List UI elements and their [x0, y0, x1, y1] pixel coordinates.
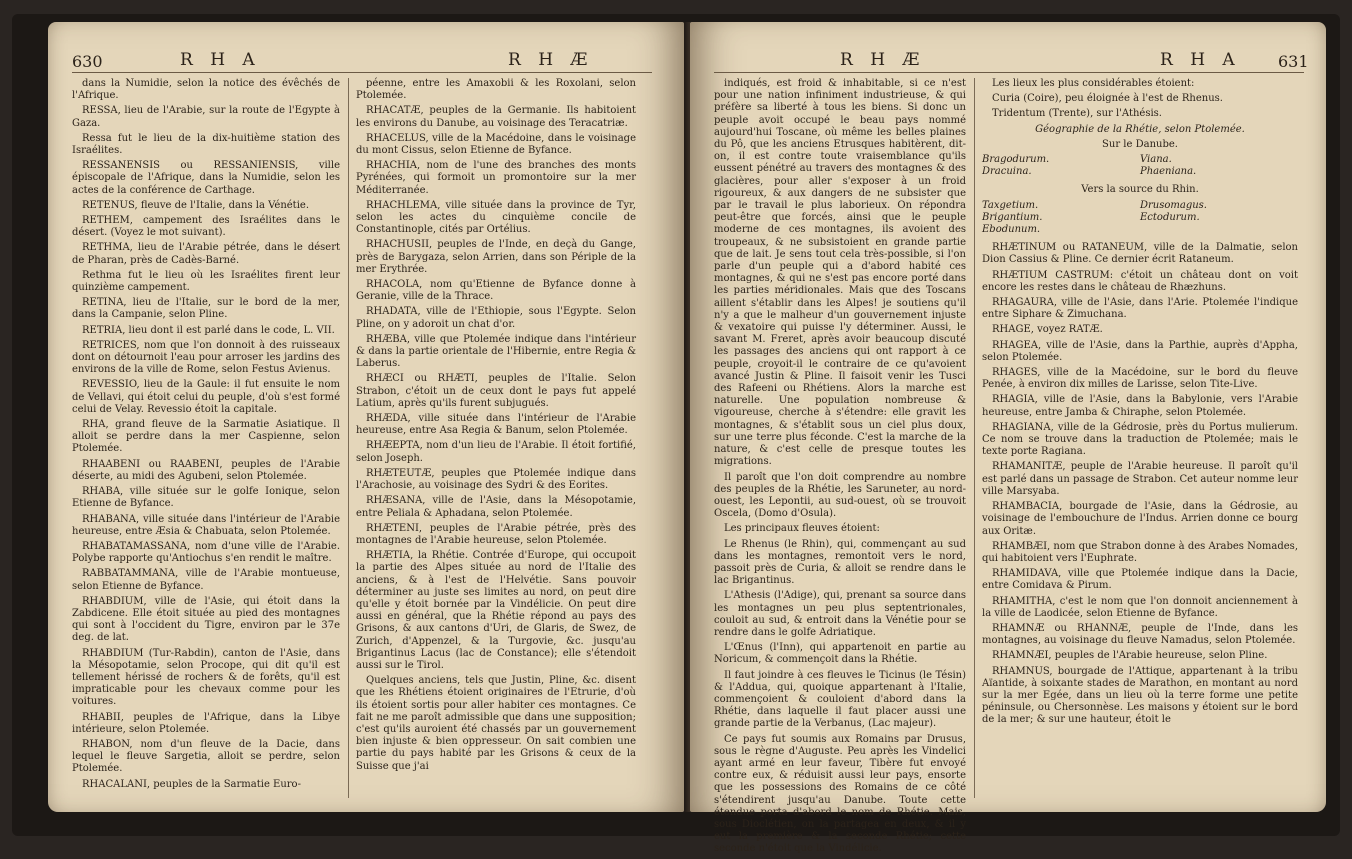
subheading: Sur le Danube.	[1102, 138, 1178, 150]
paragraph: RHACALANI, peuples de la Sarmatie Euro-	[82, 778, 301, 790]
paragraph: RETRICES, nom que l'on donnoit à des ruisseaux dont on détournoit l'eau pour arroser les jardins des environs de la ville de Rome, selon Festus Avienus.	[72, 339, 340, 376]
column-divider	[974, 78, 975, 798]
text-column-2	[982, 78, 1298, 730]
running-head-left: R H Æ	[840, 50, 926, 70]
paragraph: RHÆDA, ville située dans l'intérieur de l'Arabie heureuse, entre Asa Regia & Banum, selon Ptolemée.	[356, 413, 636, 437]
paragraph: RHAGAURA, ville de l'Asie, dans l'Arie. Ptolemée l'indique entre Siphare & Zimuchana.	[982, 297, 1298, 321]
running-head-right: R H Æ	[508, 50, 594, 70]
paragraph: RHAMBACIA, bourgade de l'Asie, dans la Gédrosie, au voisinage de l'embouchure de l'Indus. Arrien donne ce bourg aux Oritæ.	[982, 501, 1298, 537]
paragraph: RHAMANITÆ, peuple de l'Arabie heureuse. Il paroît qu'il est parlé dans un passage de Strabon. Cet auteur nomme leur ville Marsyaba.	[982, 461, 1298, 497]
paragraph: RHACHUSII, peuples de l'Inde, en deçà du Gange, près de Barygaza, selon Arrien, dans son Périple de la mer Erythrée.	[356, 239, 636, 275]
left-page	[48, 22, 684, 812]
paragraph: RHAMITHA, c'est le nom que l'on donnoit anciennement à la ville de Laodicée, selon Etienne de Byfance.	[982, 595, 1298, 619]
paragraph: RHÆSANA, ville de l'Asie, dans la Mésopotamie, entre Peliala & Aphadana, selon Ptolemée.	[356, 495, 636, 519]
paragraph: RHAMNÆI, peuples de l'Arabie heureuse, selon Pline.	[992, 650, 1268, 662]
paragraph: RHÆTIA, la Rhétie. Contrée d'Europe, qui occupoit la partie des Alpes située au nord de l'Italie des anciens, & à l'est de l'Helvétie. Sans pouvoir déterminer au juste ses limites au nord, on peut dire qu'elle y étoit bornée par la Vindélicie. On peut dire aussi en général, que la Rhétie répond au pays des Grisons, & aux cantons d'Uri, de Glaris, de Swez, de Zurich, d'Appenzel, & la Turgovie, &c. jusqu'au Brigantinus Lacus (lac de Constance); elle s'étendoit aussi sur le Tirol.	[356, 550, 636, 671]
place-name: Bragodurum.	[982, 154, 1050, 166]
paragraph: RHÆEPTA, nom d'un lieu de l'Arabie. Il étoit fortifié, selon Joseph.	[356, 440, 636, 464]
paragraph: RHÆTENI, peuples de l'Arabie pétrée, près des montagnes de l'Arabie heureuse, selon Ptolemée.	[356, 522, 636, 546]
paragraph: RHAMIDAVA, ville que Ptolemée indique dans la Dacie, entre Comidava & Pirum.	[982, 568, 1298, 592]
paragraph: RHAGEA, ville de l'Asie, dans la Parthie, auprès d'Appha, selon Ptolemée.	[982, 339, 1298, 363]
paragraph: Le Rhenus (le Rhin), qui, commençant au sud dans les montagnes, remontoit vers le nord, passoit près de Curia, & alloit se rendre dans le lac Brigantinus.	[714, 538, 966, 587]
place-name: Viana.	[1140, 154, 1172, 166]
paragraph: RHABON, nom d'un fleuve de la Dacie, dans lequel le fleuve Sargetia, alloit se perdre, selon Ptolemée.	[72, 738, 340, 775]
paragraph: RHÆTIUM CASTRUM: c'étoit un château dont on voit encore les restes dans le château de Rhæzhuns.	[982, 269, 1298, 293]
paragraph: L'Athesis (l'Adige), qui, prenant sa source dans les montagnes un peu plus septentrionales, couloit au sud, & entroit dans la Vénétie pour se rendre dans le golfe Adriatique.	[714, 590, 966, 638]
paragraph: L'Œnus (l'Inn), qui appartenoit en partie au Noricum, & commençoit dans la Rhétie.	[714, 642, 966, 666]
paragraph: Tridentum (Trente), sur l'Athésis.	[992, 108, 1162, 120]
paragraph: Ce pays fut soumis aux Romains par Drusus, sous le règne d'Auguste. Peu après les Vindelici ayant armé en leur faveur, Tibère fut envoyé contre eux, & réduisit aussi leur pays, ensorte que les possessions des Romains de ce côté s'étendirent jusqu'au Danube. Toute cette étendue porta d'abord le nom de Rhétie. Mais, sous Dioclétien, on la partagea en deux, & il y eut la première & la seconde Rhétie; cette seconde n'étoit que la Vindélicie.	[714, 733, 966, 855]
paragraph: RHAMBÆI, nom que Strabon donne à des Arabes Nomades, qui habitoient vers l'Euphrate.	[982, 540, 1298, 564]
place-name: Brigantium.	[982, 211, 1043, 223]
page-number: 631	[1278, 52, 1309, 71]
running-head-right: R H A	[1160, 50, 1241, 70]
paragraph: RETHEM, campement des Israélites dans le désert. (Voyez le mot suivant).	[72, 215, 340, 239]
paragraph: Il paroît que l'on doit comprendre au nombre des peuples de la Rhétie, les Saruneter, au nord-ouest, les Lepontii, au sud-ouest, où se trouvoit Oscela, (Domo d'Osula).	[714, 471, 966, 520]
paragraph: RHA, grand fleuve de la Sarmatie Asiatique. Il alloit se perdre dans la mer Caspienne, selon Ptolemée.	[72, 419, 340, 455]
paragraph: RHAMNÆ ou RHANNÆ, peuple de l'Inde, dans les montagnes, au voisinage du fleuve Namadus, selon Ptolemée.	[982, 622, 1298, 647]
paragraph: REVESSIO, lieu de la Gaule: il fut ensuite le nom de Vellavi, qui étoit celui du peuple, d'où s'est formé celui de Velay. Revessio étoit la capitale.	[72, 379, 340, 415]
column-divider	[348, 78, 349, 798]
paragraph: RHAGIA, ville de l'Asie, dans la Babylonie, vers l'Arabie heureuse, entre Jamba & Chiraphe, selon Ptolemée.	[982, 394, 1298, 418]
running-head-left: R H A	[180, 50, 261, 70]
paragraph: RHABDIUM (Tur-Rabdin), canton de l'Asie, dans la Mésopotamie, selon Procope, qui dit qu'il est tellement hérissé de rochers & de forêts, qu'il est impraticable pour les chevaux comme pour les voitures.	[72, 647, 340, 708]
right-page	[690, 22, 1326, 855]
header-rule	[72, 72, 652, 73]
header-rule	[714, 72, 1304, 73]
paragraph: RHACELUS, ville de la Macédoine, dans le voisinage du mont Cissus, selon Etienne de Byfance.	[356, 132, 636, 157]
paragraph: Curia (Coire), peu éloignée à l'est de Rhenus.	[992, 93, 1223, 105]
section-heading: Géographie de la Rhétie, selon Ptolemée.	[1035, 123, 1245, 135]
place-name: Phaeniana.	[1140, 166, 1197, 178]
paragraph: RHÆBA, ville que Ptolemée indique dans l'intérieur & dans la partie orientale de l'Hibernie, entre Regia & Laberus.	[356, 333, 636, 370]
paragraph: RHABANA, ville située dans l'intérieur de l'Arabie heureuse, entre Æsia & Chabuata, selon Ptolemée.	[72, 513, 340, 537]
paragraph: RETENUS, fleuve de l'Italie, dans la Vénétie.	[82, 199, 309, 211]
place-name: Drusomagus.	[1140, 199, 1207, 211]
paragraph: RHABATAMASSANA, nom d'une ville de l'Arabie. Polybe rapporte qu'Antiochus s'en rendit le maître.	[72, 540, 340, 565]
paragraph: RHABDIUM, ville de l'Asie, qui étoit dans la Zabdicene. Elle étoit située au pied des montagnes qui sont à l'occident du Tigre, environ par le 37e deg. de lat.	[72, 595, 340, 644]
paragraph: RETINA, lieu de l'Italie, sur le bord de la mer, dans la Campanie, selon Pline.	[72, 297, 340, 321]
paragraph: péenne, entre les Amaxobii & les Roxolani, selon Ptolemée.	[356, 78, 636, 102]
text-column-1	[72, 78, 340, 794]
paragraph: RHABA, ville située sur le golfe Ionique, selon Etienne de Byfance.	[72, 486, 340, 510]
place-name: Ebodunum.	[982, 224, 1041, 236]
place-name: Dracuina.	[982, 166, 1032, 178]
paragraph: RESSANENSIS ou RESSANIENSIS, ville épiscopale de l'Afrique, dans la Numidie, selon les actes de la conférence de Carthage.	[72, 160, 340, 196]
paragraph: RHAABENI ou RAABENI, peuples de l'Arabie déserte, au midi des Agubeni, selon Ptolemée.	[72, 458, 340, 482]
place-name: Taxgetium.	[982, 199, 1039, 211]
paragraph: Quelques anciens, tels que Justin, Pline, &c. disent que les Rhétiens étoient originaires de l'Etrurie, d'où ils étoient sortis pour aller habiter ces montagnes. Ce fait ne me paroît admissible que dans une supposition; c'est qu'ils auroient été chassés par un gouvernement bien injuste & bien oppresseur. On sait combien une partie du pays habité par les Grisons & ceux de la Suisse que j'ai	[356, 675, 636, 772]
paragraph: Ressa fut le lieu de la dix-huitième station des Israélites.	[72, 132, 340, 157]
place-list	[982, 154, 1298, 178]
paragraph: RETRIA, lieu dont il est parlé dans le code, L. VII.	[82, 324, 335, 336]
subheading: Vers la source du Rhin.	[1081, 184, 1199, 196]
paragraph: RHAMNUS, bourgade de l'Attique, appartenant à la tribu Aïantide, à soixante stades de Marathon, en montant au nord sur la mer Egée, dans un lieu où la terre forme une petite péninsule, ou Chersonnèse. Les maisons y étoient sur le bord de la mer; & sur une hauteur, étoit le	[982, 665, 1298, 726]
text-column-1	[714, 78, 966, 859]
paragraph: RHAGIANA, ville de la Gédrosie, près du Portus mulierum. Ce nom se trouve dans la traduction de Ptolemée; mais le texte porte Ragiana.	[982, 421, 1298, 458]
paragraph: indiqués, est froid & inhabitable, si ce n'est pour une nation infiniment industrieuse, & qui préfère sa liberté à tous les biens. Si donc un peuple avoit occupé le beau pays nommé aujourd'hui Toscane, où même les belles plaines du Pô, que les anciens Etrusques habitèrent, dit-on, il est contre toute vraisemblance qu'ils eussent pénétré au travers des montagnes & des glacières, pour aller s'exposer à un froid rigoureux, & aux dangers de ne subsister que par le travail le plus laborieux. On répondra peut-être que forcés, ainsi que le peuple moderne de ces montagnes, ils avoient des troupeaux, & ne subsistoient en grande partie que de lait. Je sens tout cela très-possible, si l'on parle d'un peuple qui a d'abord habité ces montagnes, & qui ne s'est pas encore porté dans les parties méridionales. Mais que des Toscans aillent s'établir dans les Alpes! je soutiens qu'il n'y a que le malheur d'un gouvernement injuste & vexatoire qui puisse l'y déterminer. Aussi, le savant M. Freret, après avoir beaucoup discuté les passages des anciens qui ont rapport à ce peuple, croyoit-il le contraire de ce qu'avoient avancé Justin & Pline. Il faisoit venir les Tusci des Rafeeni ou Rhétiens. Alors la marche est naturelle. Une population nombreuse & vigoureuse, cherche à s'étendre: elle gravit les montagnes, & s'établit sous un ciel plus doux, sur une terre plus féconde. C'est la marche de la nature, & c'est celle de presque toutes les migrations.	[714, 78, 966, 468]
paragraph: RHÆTEUTÆ, peuples que Ptolemée indique dans l'Arachosie, au voisinage des Sydri & des Eorites.	[356, 467, 636, 492]
paragraph: Il faut joindre à ces fleuves le Ticinus (le Tésin) & l'Addua, qui, quoique appartenant à l'Italie, commençoient & couloient d'abord dans la Rhétie, dans laquelle il faut placer aussi une grande partie de la Verbanus, (Lac majeur).	[714, 669, 966, 730]
paragraph: RHAGE, voyez RATÆ.	[992, 324, 1103, 336]
paragraph: Les principaux fleuves étoient:	[724, 523, 880, 535]
paragraph: RHABII, peuples de l'Afrique, dans la Libye intérieure, selon Ptolemée.	[72, 711, 340, 735]
paragraph: RHADATA, ville de l'Ethiopie, sous l'Egypte. Selon Pline, on y adoroit un chat d'or.	[356, 306, 636, 330]
paragraph: RHAGES, ville de la Macédoine, sur le bord du fleuve Penée, à environ dix milles de Larisse, selon Tite-Live.	[982, 367, 1298, 391]
paragraph: RHACHLEMA, ville située dans la province de Tyr, selon les actes du cinquième concile de Constantinople, cités par Ortélius.	[356, 199, 636, 236]
paragraph: RESSA, lieu de l'Arabie, sur la route de l'Egypte à Gaza.	[72, 105, 340, 129]
paragraph: RABBATAMMANA, ville de l'Arabie montueuse, selon Etienne de Byfance.	[72, 568, 340, 592]
place-name: Ectodurum.	[1140, 211, 1200, 223]
paragraph: RHACHIA, nom de l'une des branches des monts Pyrénées, qui formoit un promontoire sur la mer Méditerranée.	[356, 160, 636, 196]
page-number: 630	[72, 52, 103, 71]
paragraph: Les lieux les plus considérables étoient:	[992, 78, 1195, 89]
paragraph: RHACATÆ, peuples de la Germanie. Ils habitoient les environs du Danube, au voisinage des Teracatriæ.	[356, 105, 636, 129]
place-list	[982, 200, 1298, 237]
paragraph: RHACOLA, nom qu'Etienne de Byfance donne à Geranie, ville de la Thrace.	[356, 279, 636, 303]
paragraph: dans la Numidie, selon la notice des évêchés de l'Afrique.	[72, 78, 340, 102]
paragraph: Rethma fut le lieu où les Israélites firent leur quinzième campement.	[72, 269, 340, 294]
paragraph: RHÆCI ou RHÆTI, peuples de l'Italie. Selon Strabon, c'étoit un de ceux dont le pays fut appelé Latium, après qu'ils furent subjugués.	[356, 373, 636, 409]
paragraph: RHÆTINUM ou RATANEUM, ville de la Dalmatie, selon Dion Cassius & Pline. Ce dernier écrit Rataneum.	[982, 242, 1298, 266]
paragraph: RETHMA, lieu de l'Arabie pétrée, dans le désert de Pharan, près de Cadès-Barné.	[72, 242, 340, 266]
text-column-2	[356, 78, 636, 776]
